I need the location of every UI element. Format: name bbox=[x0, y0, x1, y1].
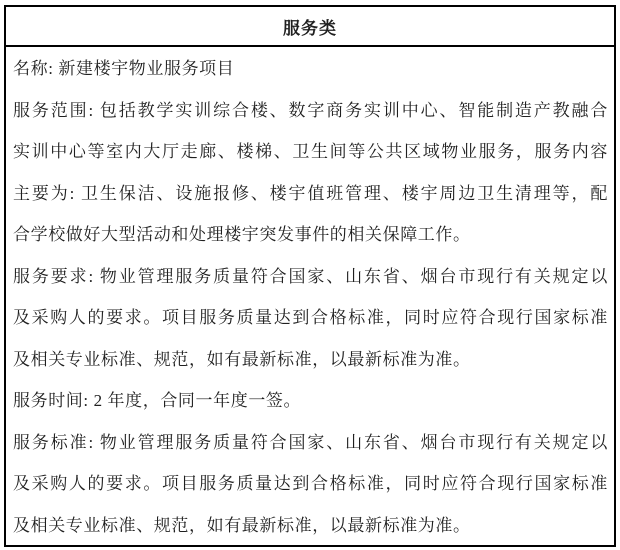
section-service-duration bbox=[13, 380, 608, 422]
text-line: 服务标准: 物业管理服务质量符合国家、山东省、烟台市现行有关规定以 bbox=[13, 432, 608, 452]
text-line: 及相关专业标准、规范，如有最新标准，以最新标准为准。 bbox=[13, 349, 471, 369]
section-service-standard bbox=[13, 422, 608, 547]
text-line: 名称: 新建楼宇物业服务项目 bbox=[13, 59, 235, 78]
text-line: 服务时间: 2 年度，合同一年度一签。 bbox=[13, 391, 302, 410]
text-line: 主要为: 卫生保洁、设施报修、楼宇值班管理、楼宇周边卫生清理等，配 bbox=[13, 183, 608, 203]
service-category-table bbox=[4, 5, 616, 547]
section-service-requirements bbox=[13, 256, 608, 381]
text-line: 合学校做好大型活动和处理楼宇突发事件的相关保障工作。 bbox=[13, 225, 471, 244]
table-body-cell bbox=[6, 47, 614, 546]
text-line: 及采购人的要求。项目服务质量达到合格标准，同时应符合现行国家标准 bbox=[13, 474, 608, 493]
section-service-scope bbox=[13, 90, 608, 256]
text-line: 及采购人的要求。项目服务质量达到合格标准，同时应符合现行国家标准 bbox=[13, 308, 608, 327]
text-line: 服务范围: 包括教学实训综合楼、数字商务实训中心、智能制造产教融合 bbox=[13, 100, 608, 120]
text-line: 实训中心等室内大厅走廊、楼梯、卫生间等公共区域物业服务，服务内容 bbox=[13, 142, 608, 161]
text-line: 服务要求: 物业管理服务质量符合国家、山东省、烟台市现行有关规定以 bbox=[13, 266, 608, 286]
text-line: 及相关专业标准、规范，如有最新标准，以最新标准为准。 bbox=[13, 515, 471, 535]
table-header-title: 服务类 bbox=[283, 18, 337, 38]
table-header-row bbox=[6, 7, 614, 47]
section-project-name bbox=[13, 48, 608, 90]
